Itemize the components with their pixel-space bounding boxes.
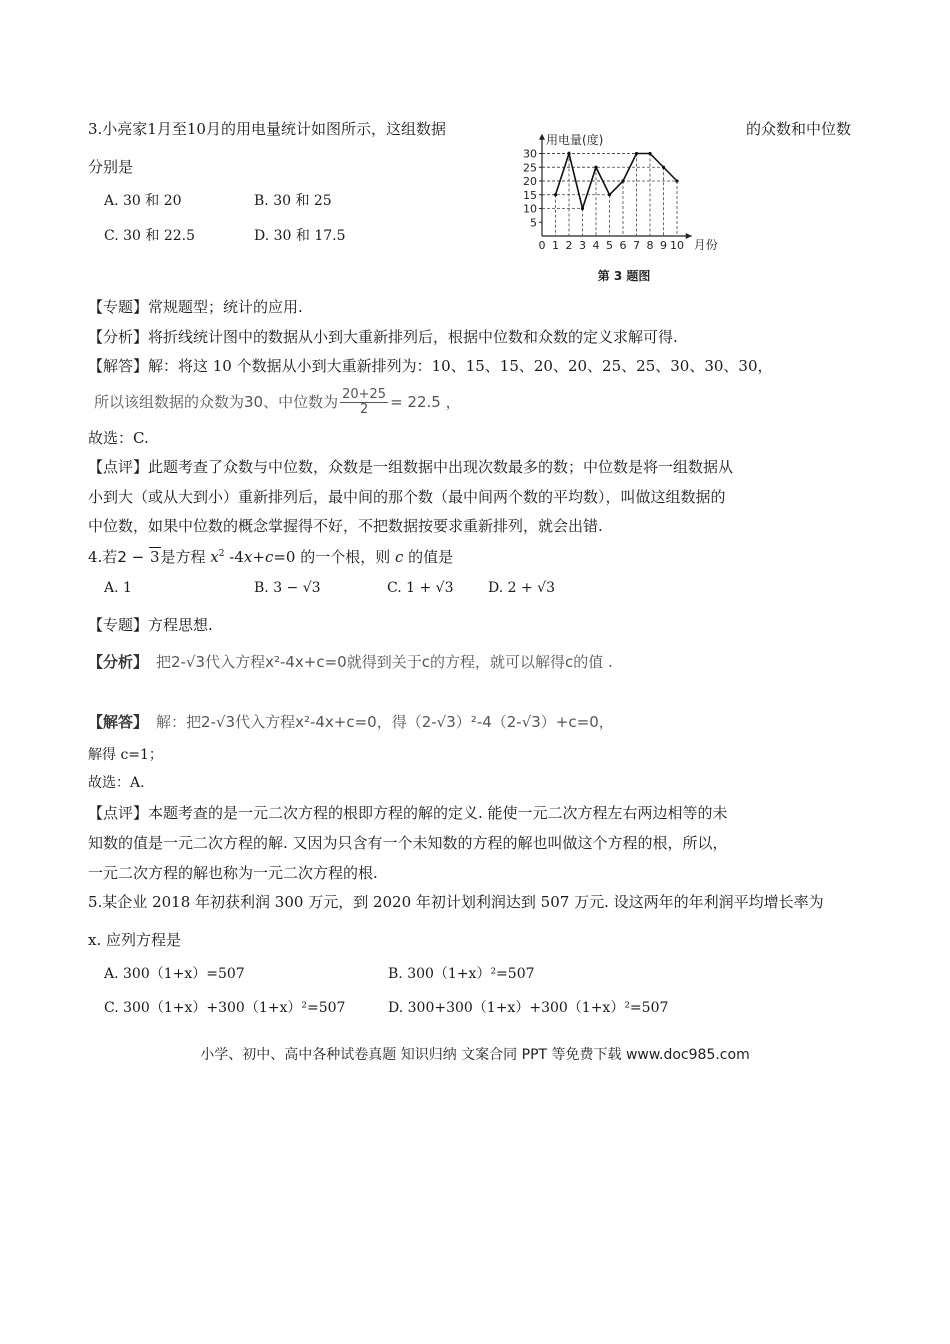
data-point	[635, 152, 638, 155]
q3-dianping-1: 【点评】此题考查了众数与中位数，众数是一组数据中出现次数最多的数；中位数是将一组数据从	[88, 458, 734, 476]
y-tick-label: 15	[523, 188, 537, 202]
median-fraction	[340, 388, 388, 417]
data-point	[662, 166, 665, 169]
q3-dianping-3: 中位数，如果中位数的概念掌握得不好，不把数据按要求重新排列，就会出错.	[88, 517, 603, 535]
q3-dianping-2: 小到大（或从大到小）重新排列后，最中间的那个数（最中间两个数的平均数），叫做这组数据的	[88, 488, 726, 506]
q4-zhuanti: 【专题】方程思想.	[88, 616, 213, 634]
q4-jieda-tag: 【解答】	[88, 713, 149, 731]
x-tick-label: 5	[606, 239, 613, 252]
q3-stem-part2: 的众数和中位数	[746, 120, 852, 138]
q4-eq-sup: 2	[218, 549, 225, 559]
q4-root-sqrt: 3	[149, 548, 160, 566]
electricity-line-chart	[504, 118, 734, 288]
y-axis-label: 用电量(度)	[546, 132, 604, 147]
data-point	[567, 152, 570, 155]
q5-option-a: A. 300（1+x）=507	[104, 966, 245, 982]
data-point	[608, 193, 611, 196]
q4-eq-end: =0 的一个根，则	[273, 548, 395, 566]
q3-jieda-line2-post: = 22.5 ，	[390, 393, 461, 411]
fraction-denominator: 2	[359, 402, 369, 417]
chart-caption: 第 3 题图	[597, 269, 651, 283]
x-tick-label: 7	[633, 239, 640, 252]
q3-fenxi: 【分析】将折线统计图中的数据从小到大重新排列后，根据中位数和众数的定义求解可得.	[88, 328, 678, 346]
data-point	[675, 179, 678, 182]
q5-option-b: B. 300（1+x）²=507	[388, 966, 535, 982]
q3-option-b: B. 30 和 25	[254, 193, 332, 209]
q4-fenxi-body: 把2-√3代入方程x²-4x+c=0就得到关于c的方程，就可以解得c的值 .	[156, 653, 613, 671]
q4-stem-prefix: 4.若	[88, 548, 118, 566]
q4-stem-end: 的值是	[403, 548, 454, 566]
q3-stem-part3: 分别是	[88, 158, 134, 176]
q3-option-d: D. 30 和 17.5	[254, 228, 346, 244]
x-tick-label: 3	[579, 239, 586, 252]
data-point	[581, 207, 584, 210]
q4-guxuan: 故选：A.	[88, 775, 145, 791]
q4-dianping-2: 知数的值是一元二次方程的解. 又因为只含有一个未知数的方程的解也叫做这个方程的根，所以，	[88, 834, 728, 852]
q4-option-d: D. 2 + √3	[488, 580, 555, 596]
q3-jieda-line2-pre: 所以该组数据的众数为30、中位数为	[94, 393, 339, 411]
data-point	[621, 179, 624, 182]
q4-eq-c: c	[264, 548, 274, 566]
x-tick-label: 1	[552, 239, 559, 252]
q5-option-d: D. 300+300（1+x）+300（1+x）²=507	[388, 1000, 669, 1016]
x-tick-label: 10	[670, 239, 684, 252]
data-point	[554, 193, 557, 196]
data-point	[648, 152, 651, 155]
x-tick-label: 0	[538, 239, 546, 252]
q3-stem-part1: 3.小亮家1月至10月的用电量统计如图所示，这组数据	[88, 120, 446, 138]
x-tick-label: 6	[619, 239, 627, 252]
y-tick-label: 30	[523, 147, 537, 161]
q4-stem-mid: 是方程	[160, 548, 211, 566]
q4-eq-rest: -4	[224, 548, 244, 566]
q4-jieda-body: 解：把2-√3代入方程x²-4x+c=0，得（2-√3）²-4（2-√3）+c=0，	[156, 713, 614, 731]
q4-fenxi-tag: 【分析】	[88, 653, 149, 671]
q3-jieda-line2	[94, 388, 461, 417]
q4-option-c: C. 1 + √3	[387, 580, 454, 596]
q4-stem	[88, 543, 453, 568]
y-axis-arrow	[539, 134, 545, 140]
y-tick-label: 20	[523, 175, 537, 188]
q4-eq-x: x	[210, 548, 219, 566]
y-tick-label: 10	[523, 202, 537, 216]
q4-dianping-3: 一元二次方程的解也称为一元二次方程的根.	[88, 864, 378, 882]
q4-option-b: B. 3 − √3	[254, 580, 321, 596]
q3-zhuanti: 【专题】常规题型；统计的应用.	[88, 298, 303, 316]
q4-dianping-1: 【点评】本题考查的是一元二次方程的根即方程的解的定义. 能使一元二次方程左右两边相等的未	[88, 804, 728, 822]
q4-eq-x2: x	[243, 548, 253, 566]
q3-option-a: A. 30 和 20	[104, 193, 182, 209]
x-tick-label: 8	[646, 239, 654, 252]
fraction-numerator: 20+25	[342, 387, 387, 402]
x-tick-label: 2	[565, 239, 573, 252]
q4-eq-plus: +	[252, 548, 265, 566]
data-point	[594, 166, 597, 169]
q4-fenxi	[88, 651, 613, 673]
q4-jieda	[88, 711, 614, 733]
q5-option-c: C. 300（1+x）+300（1+x）²=507	[104, 1000, 346, 1016]
q3-guxuan: 故选：C.	[88, 429, 149, 447]
q3-option-c: C. 30 和 22.5	[104, 228, 195, 244]
q3-jieda: 【解答】解：将这 10 个数据从小到大重新排列为：10、15、15、20、20、25、25、30、30、30，	[88, 357, 773, 375]
q4-option-a: A. 1	[104, 580, 132, 596]
y-tick-label: 25	[523, 161, 537, 175]
y-tick-label: 5	[530, 216, 537, 230]
x-tick-label: 4	[592, 239, 600, 252]
footer-banner: 小学、初中、高中各种试卷真题 知识归纳 文案合同 PPT 等免费下载 www.doc985.com	[200, 1047, 750, 1063]
q4-root-a: 2 −	[117, 548, 149, 566]
q5-stem-2: x. 应列方程是	[88, 931, 181, 949]
x-tick-label: 9	[660, 239, 667, 252]
q4-jiede: 解得 c=1；	[88, 747, 163, 763]
q4-ask-c: c	[395, 548, 404, 566]
q5-stem-1: 5.某企业 2018 年初获利润 300 万元，到 2020 年初计划利润达到 507 万元. 设这两年的年利润平均增长率为	[88, 893, 824, 911]
x-axis-arrow	[686, 233, 692, 239]
x-axis-label: 月份	[693, 238, 718, 252]
